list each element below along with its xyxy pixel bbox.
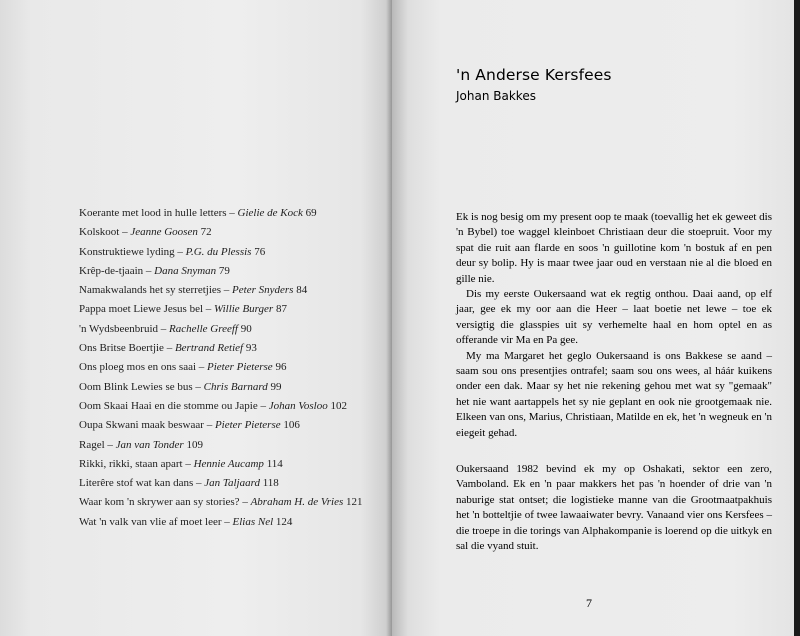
toc-entry-page: 90 xyxy=(240,322,252,335)
toc-entry: Krêp-de-tjaain – Dana Snyman 79 xyxy=(79,264,230,277)
toc-entry-title: Kolskoot xyxy=(79,226,120,239)
toc-entry-title: Konstruktiewe lyding xyxy=(79,245,175,258)
paragraph: Dis my eerste Oukersaand wat ek regtig onthou. Daai aand, op elf jaar, gee ek my oor aan die Heer – laat boetie net lewe – toe ek versigtig die glasspies uit sy verhemelte haal en hom optel en as offerande vir Ma en Pa gee. xyxy=(456,288,772,347)
toc-entry-title: Ons Britse Boertjie xyxy=(79,342,164,355)
toc-entry-author: Dana Snyman xyxy=(154,264,217,277)
story-section-1 xyxy=(456,210,772,441)
toc-entry-page: 102 xyxy=(330,399,347,412)
toc-entry-author: Jan van Tonder xyxy=(115,438,184,451)
toc-entry-title: Literêre stof wat kan dans xyxy=(79,477,194,490)
toc-entry-author: Rachelle Greeff xyxy=(169,322,238,335)
toc-entry-author: Willie Burger xyxy=(214,303,274,316)
toc-entry-title: Koerante met lood in hulle letters xyxy=(79,207,227,219)
toc-entry: Pappa moet Liewe Jesus bel – Willie Burger 87 xyxy=(79,303,287,316)
toc-entry-page: 96 xyxy=(275,361,287,374)
toc-entry: Ons ploeg mos en ons saai – Pieter Pieterse 96 xyxy=(79,361,287,374)
toc-entry-author: Pieter Pieterse xyxy=(207,361,273,374)
left-page xyxy=(0,0,392,636)
toc-entry: Rikki, rikki, staan apart – Hennie Aucamp 114 xyxy=(79,457,283,470)
toc-entry-title: Oupa Skwani maak beswaar xyxy=(79,419,204,432)
toc-entry-author: Jeanne Goosen xyxy=(130,226,198,239)
toc-entry-title: Pappa moet Liewe Jesus bel xyxy=(79,303,204,316)
story-author: Johan Bakkes xyxy=(456,89,536,103)
toc-entry-title: Wat 'n valk van vlie af moet leer xyxy=(79,515,222,528)
toc-entry-page: 99 xyxy=(270,380,282,393)
toc-entry-author: Peter Snyders xyxy=(232,284,294,297)
story-section-2 xyxy=(456,462,772,554)
toc-entry-title: Ragel xyxy=(79,438,105,451)
toc-entry-title: Waar kom 'n skrywer aan sy stories? xyxy=(79,496,240,509)
table-of-contents xyxy=(79,204,363,532)
paragraph: Oukersaand 1982 bevind ek my op Oshakati, sektor een zero, Vamboland. Ek en 'n paar makkers het pas 'n hoender of drie van 'n naburige stat ontset; die logistieke manne van die Grootmaatpakhuis het 'n botteltjie of twee lawaaiwater bevry. Vanaand vier ons Kersfees – die troepe in die torings van Alphakompanie is loerend op die uitkyk en sal die vyand stuit. xyxy=(456,463,772,553)
toc-entry-author: Jan Taljaard xyxy=(204,477,260,490)
toc-entry-page: 79 xyxy=(218,264,230,277)
toc-entry-page: 114 xyxy=(266,457,283,470)
toc-entry: Koerante met lood in hulle letters – Gielie de Kock 69 xyxy=(79,207,317,219)
toc-entry: Wat 'n valk van vlie af moet leer – Elias Nel 124 xyxy=(79,515,293,528)
page-number: 7 xyxy=(586,596,592,610)
toc-entry-author: Hennie Aucamp xyxy=(193,457,264,470)
toc-entry-author: P.G. du Plessis xyxy=(185,245,252,258)
paragraph: My ma Margaret het geglo Oukersaand is ons Bakkese se aand – saam sou ons presentjies ontrafel; saam sou ons wees, al háár kuikens onder een dak. Maar sy het nie rekening gehou met wat sy "gemaak" het nie want aartappels het sy nie geplant en ook nie grootgemaak nie. Elkeen van ons, Marius, Christiaan, Matilde en ek, het 'n wegneuk en 'n eiegeit gehad. xyxy=(456,349,772,439)
toc-entry-author: Johan Vosloo xyxy=(268,399,328,412)
toc-entry-author: Elias Nel xyxy=(232,515,274,528)
toc-entry: Konstruktiewe lyding – P.G. du Plessis 76 xyxy=(79,245,266,258)
toc-entry-title: Oom Blink Lewies se bus xyxy=(79,380,193,393)
toc-entry: 'n Wydsbeenbruid – Rachelle Greeff 90 xyxy=(79,322,252,335)
toc-entry-author: Abraham H. de Vries xyxy=(250,496,344,509)
toc-entry-author: Gielie de Kock xyxy=(237,207,303,219)
toc-entry: Literêre stof wat kan dans – Jan Taljaard 118 xyxy=(79,477,279,490)
toc-entry-title: Ons ploeg mos en ons saai xyxy=(79,361,197,374)
page-edge xyxy=(794,0,800,636)
toc-entry: Oom Blink Lewies se bus – Chris Barnard 99 xyxy=(79,380,282,393)
toc-entry-page: 84 xyxy=(296,284,308,297)
toc-entry: Waar kom 'n skrywer aan sy stories? – Abraham H. de Vries 121 xyxy=(79,496,363,509)
toc-entry-title: Oom Skaai Haai en die stomme ou Japie xyxy=(79,399,258,412)
toc-entry-title: Rikki, rikki, staan apart xyxy=(79,457,183,470)
paragraph: Ek is nog besig om my present oop te maak (toevallig het ek geweet dis 'n Bybel) toe waggel kleinboet Christiaan deur die stoepruit. Voor my spat die ruit aan flarde en soos 'n guillotine kom 'n bostuk af en pen deur sy bolip. Hy is maar twee jaar oud en verstaan nie al die bloed en gille nie. xyxy=(456,211,772,285)
toc-entry-page: 121 xyxy=(346,496,363,509)
toc-entry-page: 124 xyxy=(275,515,293,528)
toc-entry-page: 72 xyxy=(200,226,212,239)
toc-entry-author: Chris Barnard xyxy=(203,380,268,393)
story-title: 'n Anderse Kersfees xyxy=(456,66,612,84)
toc-entry: Oupa Skwani maak beswaar – Pieter Pieterse 106 xyxy=(79,419,300,432)
toc-entry-page: 69 xyxy=(305,207,317,219)
toc-entry-page: 106 xyxy=(283,419,300,432)
toc-entry: Namakwalands het sy sterretjies – Peter Snyders 84 xyxy=(79,284,308,297)
toc-entry-page: 109 xyxy=(186,438,203,451)
toc-entry-author: Bertrand Retief xyxy=(174,342,244,355)
toc-entry: Ragel – Jan van Tonder 109 xyxy=(79,438,203,451)
toc-entry-title: Namakwalands het sy sterretjies xyxy=(79,284,222,297)
toc-entry-page: 87 xyxy=(275,303,287,316)
toc-entry-author: Pieter Pieterse xyxy=(214,419,281,432)
toc-entry-page: 93 xyxy=(245,342,257,355)
toc-entry: Kolskoot – Jeanne Goosen 72 xyxy=(79,226,212,239)
toc-entry: Ons Britse Boertjie – Bertrand Retief 93 xyxy=(79,342,257,355)
toc-entry-page: 76 xyxy=(254,245,266,258)
toc-entry-title: Krêp-de-tjaain xyxy=(79,264,144,277)
toc-entry: Oom Skaai Haai en die stomme ou Japie – Johan Vosloo 102 xyxy=(79,399,347,412)
toc-entry-title: 'n Wydsbeenbruid xyxy=(79,322,159,335)
toc-entry-page: 118 xyxy=(262,477,279,490)
